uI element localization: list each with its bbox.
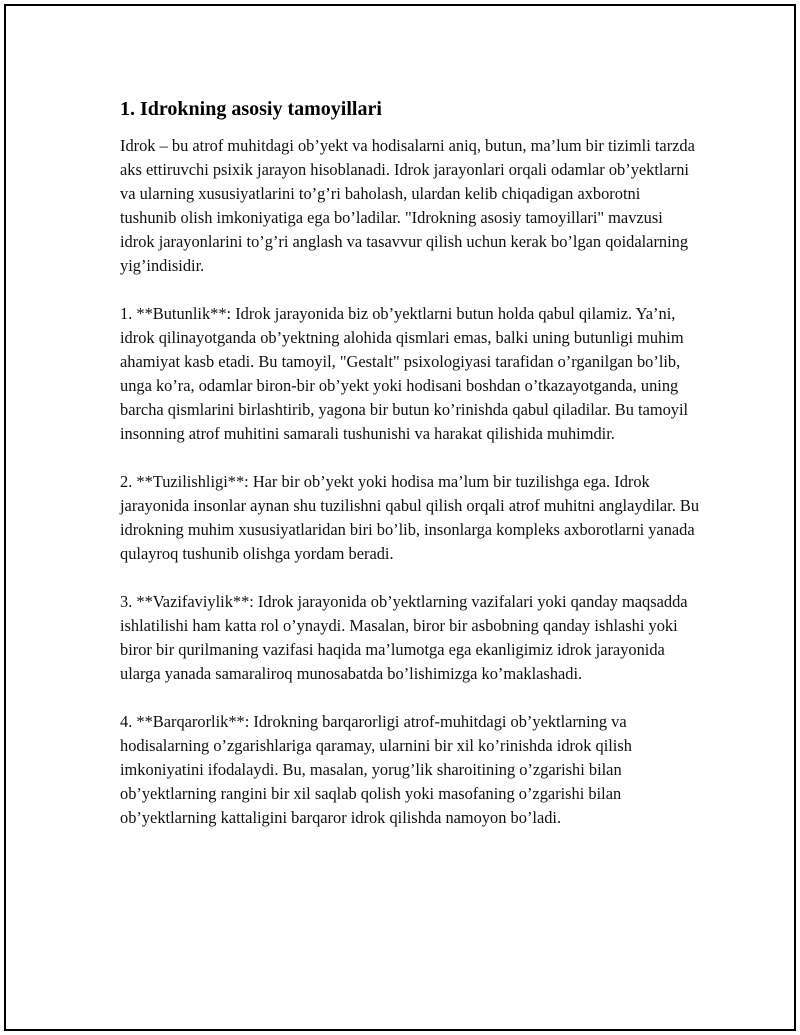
intro-paragraph: Idrok – bu atrof muhitdagi ob’yekt va hodisalarni aniq, butun, ma’lum bir tizimli tarzda aks ettiruvchi psixik jarayon hisoblanadi. Idrok jarayonlari orqali odamlar ob’yektlarni va ularning xususiyatlarini to’g’ri baholash, ulardan kelib chiqadigan axborotni tushunib olish imkoniyatiga ega bo’ladilar. "Idrokning asosiy tamoyillari" mavzusi idrok jarayonlarini to’g’ri anglash va tasavvur qilish uchun kerak bo’lgan qoidalarning yig’indisidir. <box>120 136 695 275</box>
page-frame <box>4 4 796 1031</box>
principle-paragraph-barqarorlik: 4. **Barqarorlik**: Idrokning barqarorligi atrof-muhitdagi ob’yektlarning va hodisalarning o’zgarishlariga qaramay, ularnini bir xil ko’rinishda idrok qilish imkoniyatini ifodalaydi. Bu, masalan, yorug’lik sharoitining o’zgarishi bilan ob’yektlarning rangini bir xil saqlab qolish yoki masofaning o’zgarishi bilan ob’yektlarning kattaligini barqaror idrok qilishda namoyon bo’ladi. <box>120 712 632 827</box>
section-heading: 1. Idrokning asosiy tamoyillari <box>120 98 382 120</box>
principle-paragraph-tuzilishligi: 2. **Tuzilishligi**: Har bir ob’yekt yoki hodisa ma’lum bir tuzilishga ega. Idrok jarayonida insonlar aynan shu tuzilishni qabul qilish orqali atrof muhitni anglaydilar. Bu idrokning muhim xususiyatlaridan biri bo’lib, insonlarga kompleks axborotlarni yanada qulayroq tushunib olishga yordam beradi. <box>120 472 700 563</box>
principle-paragraph-vazifaviylik: 3. **Vazifaviylik**: Idrok jarayonida ob’yektlarning vazifalari yoki qanday maqsadda ishlatilishi ham katta rol o’ynaydi. Masalan, biror bir asbobning qanday ishlashi yoki biror bir qurilmaning vazifasi haqida ma’lumotga ega ekanligimiz idrok jarayonida ularga yanada samaraliroq munosabatda bo’lishimizga ko’maklashadi. <box>120 592 688 683</box>
document-body <box>120 96 700 854</box>
principle-paragraph-butunlik: 1. **Butunlik**: Idrok jarayonida biz ob’yektlarni butun holda qabul qilamiz. Ya’ni, idrok qilinayotganda ob’yektning alohida qismlari emas, balki uning butunligi muhim ahamiyat kasb etadi. Bu tamoyil, "Gestalt" psixologiyasi tarafidan o’rganilgan bo’lib, unga ko’ra, odamlar biron-bir ob’yekt yoki hodisani boshdan o’tkazayotganda, uning barcha qismlarini birlashtirib, yagona bir butun ko’rinishda qabul qiladilar. Bu tamoyil insonning atrof muhitini samarali tushunishi va harakat qilishida muhimdir. <box>120 304 689 443</box>
